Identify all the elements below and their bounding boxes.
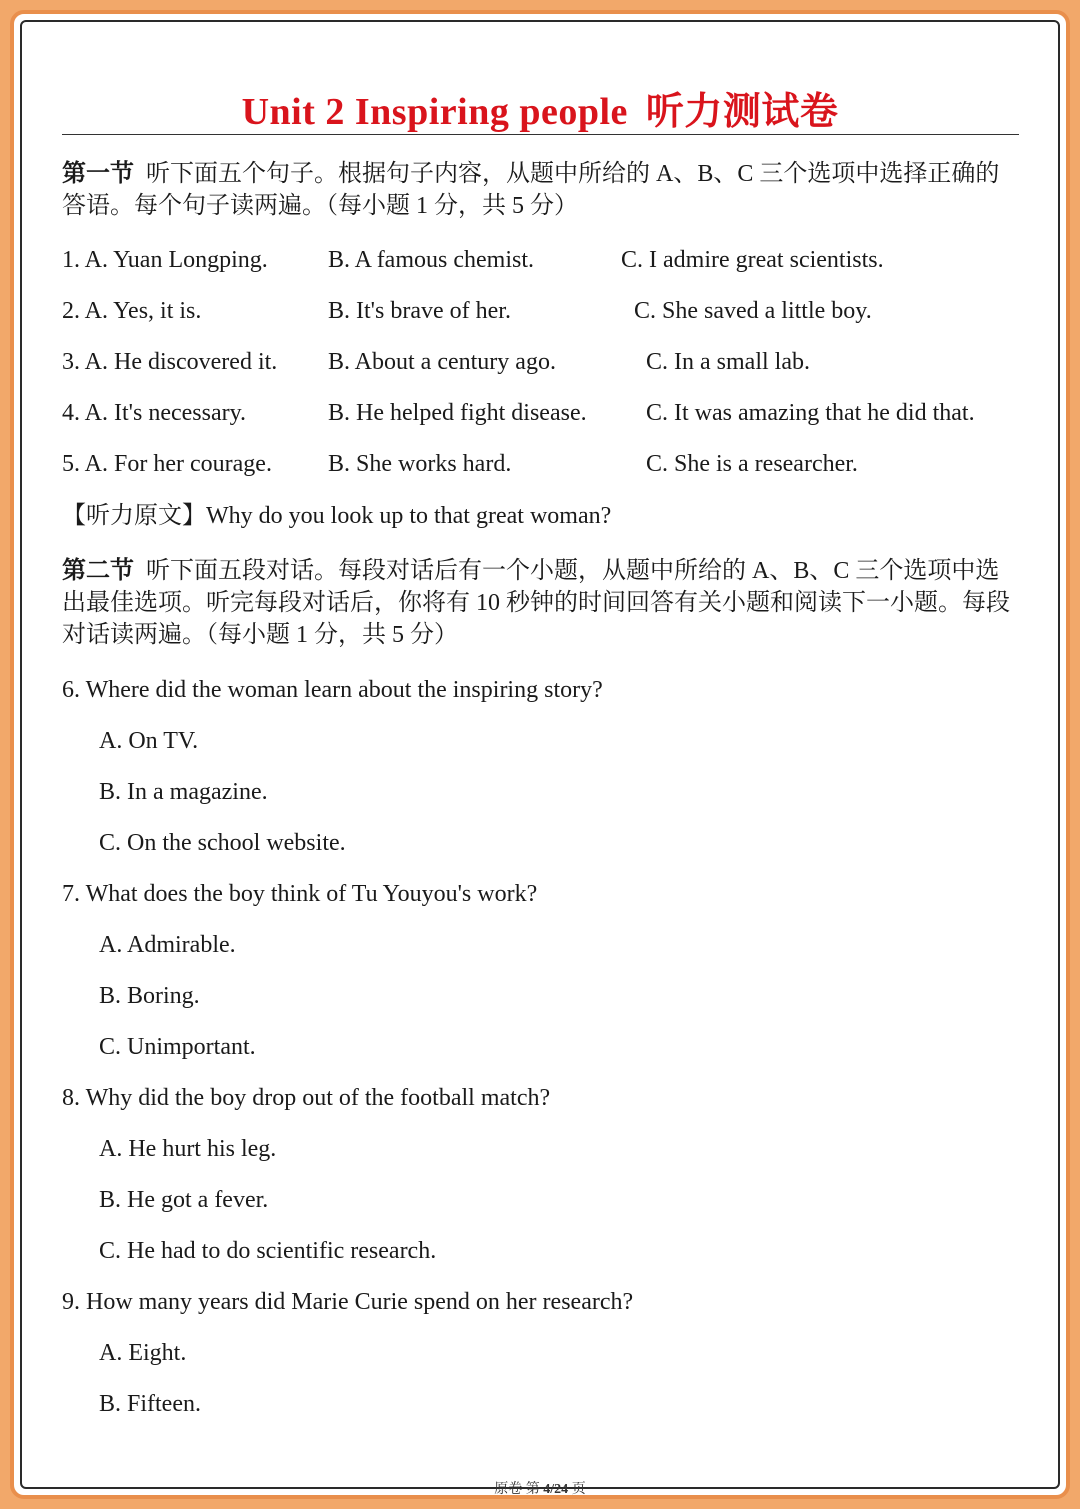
option-5b: B. She works hard. [328, 451, 512, 477]
section2-instruction [62, 555, 1022, 651]
option-3c: C. In a small lab. [646, 349, 810, 375]
question-9: 9. How many years did Marie Curie spend on her research? [62, 1289, 634, 1315]
option-1b: B. A famous chemist. [328, 247, 534, 273]
page-footer [0, 1478, 1080, 1498]
option-6c: C. On the school website. [99, 830, 346, 856]
question-row-4 [0, 396, 1080, 430]
section2-heading: 第二节 [62, 558, 134, 584]
question-row-1 [0, 243, 1080, 277]
footer-page-number: 4 [543, 1482, 551, 1497]
question-6: 6. Where did the woman learn about the inspiring story? [62, 677, 603, 703]
option-1a: 1. A. Yuan Longping. [62, 247, 268, 273]
section1-heading: 第一节 [62, 161, 134, 187]
question-row-5 [0, 447, 1080, 481]
section1-instruction [62, 158, 1022, 222]
section1-instruction-text: 听下面五个句子。根据句子内容，从题中所给的 A、B、C 三个选项中选择正确的答语。每个句子读两遍。（每小题 1 分，共 5 分） [62, 161, 1000, 219]
title-divider [62, 134, 1019, 135]
option-5a: 5. A. For her courage. [62, 451, 272, 477]
question-8: 8. Why did the boy drop out of the football match? [62, 1085, 551, 1111]
listening-transcript: 【听力原文】Why do you look up to that great woman? [62, 503, 612, 529]
option-7a: A. Admirable. [99, 932, 236, 958]
option-9a: A. Eight. [99, 1340, 187, 1366]
footer-prefix: 原卷 第 [494, 1482, 540, 1497]
option-8c: C. He had to do scientific research. [99, 1238, 437, 1264]
option-7b: B. Boring. [99, 983, 200, 1009]
page-title [0, 80, 1080, 135]
title-chinese: 听力测试卷 [645, 91, 839, 133]
option-9b: B. Fifteen. [99, 1391, 201, 1417]
section2-instruction-text: 听下面五段对话。每段对话后有一个小题，从题中所给的 A、B、C 三个选项中选出最佳选项。听完每段对话后，你将有 10 秒钟的时间回答有关小题和阅读下一小题。每段对话读两遍。（每小题 1 分，共 5 分） [62, 558, 1010, 648]
option-7c: C. Unimportant. [99, 1034, 256, 1060]
footer-suffix: 页 [571, 1482, 586, 1497]
option-4a: 4. A. It's necessary. [62, 400, 247, 426]
option-2b: B. It's brave of her. [328, 298, 511, 324]
option-6a: A. On TV. [99, 728, 199, 754]
option-8a: A. He hurt his leg. [99, 1136, 277, 1162]
option-1c: C. I admire great scientists. [621, 247, 884, 273]
question-row-3 [0, 345, 1080, 379]
option-8b: B. He got a fever. [99, 1187, 269, 1213]
title-english: Unit 2 Inspiring people [241, 91, 628, 133]
option-6b: B. In a magazine. [99, 779, 268, 805]
option-4c: C. It was amazing that he did that. [646, 400, 975, 426]
question-7: 7. What does the boy think of Tu Youyou's work? [62, 881, 538, 907]
option-5c: C. She is a researcher. [646, 451, 858, 477]
footer-page-total: /24 [550, 1482, 569, 1497]
option-4b: B. He helped fight disease. [328, 400, 587, 426]
question-row-2 [0, 294, 1080, 328]
option-2a: 2. A. Yes, it is. [62, 298, 202, 324]
option-3b: B. About a century ago. [328, 349, 556, 375]
option-2c: C. She saved a little boy. [634, 298, 872, 324]
option-3a: 3. A. He discovered it. [62, 349, 278, 375]
